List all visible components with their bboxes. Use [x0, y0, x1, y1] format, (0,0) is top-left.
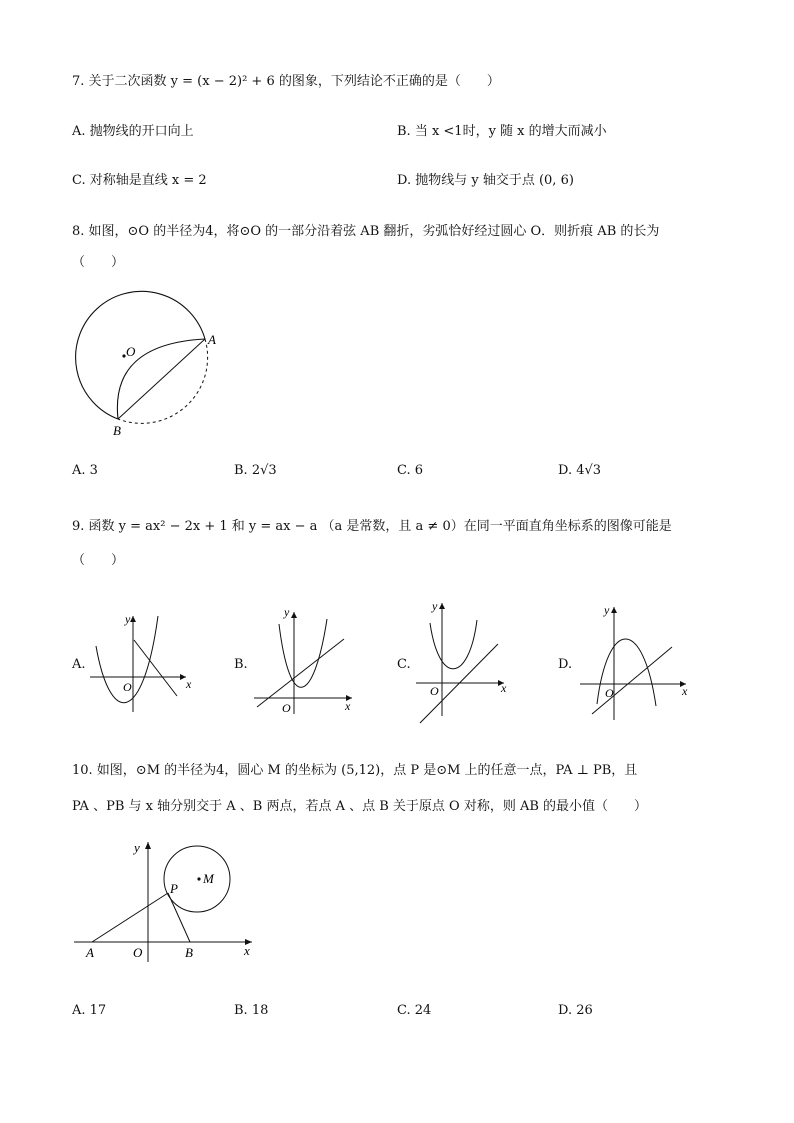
q9-b-y-label: y	[284, 605, 290, 619]
q8-label-b: B	[113, 423, 121, 438]
q10-label-m: M	[203, 871, 214, 886]
q9-option-b-label[interactable]: B.	[234, 657, 248, 672]
q8-option-d[interactable]: D. 4√3	[558, 463, 602, 478]
q8-label-a: A	[208, 332, 216, 347]
q10-label-x: x	[244, 943, 250, 958]
q9-a-x-label: x	[186, 677, 192, 691]
q9-stem: 9. 函数 y = ax² − 2x + 1 和 y = ax − a （a 是常数，且 a ≠ 0）在同一平面直角坐标系的图像可能是	[72, 519, 672, 534]
q9-d-x-label: x	[682, 684, 688, 698]
q10-option-a[interactable]: A. 17	[72, 1003, 107, 1018]
q9-answer-paren: （ ）	[72, 553, 125, 568]
q9-d-origin-label: O	[605, 686, 614, 700]
q9-a-origin-label: O	[123, 680, 132, 694]
q10-figure	[70, 838, 260, 968]
q7-stem: 7. 关于二次函数 y = (x − 2)² + 6 的图象，下列结论不正确的是（ ）	[72, 74, 500, 89]
q10-label-o: O	[133, 945, 143, 960]
q8-label-o: O	[126, 344, 136, 359]
q10-stem-line2: PA 、PB 与 x 轴分别交于 A 、B 两点，若点 A 、点 B 关于原点 O 对称，则 AB 的最小值（ ）	[72, 799, 648, 814]
q10-label-y: y	[134, 840, 140, 855]
q8-circle-figure	[70, 292, 230, 442]
q7-option-d[interactable]: D. 抛物线与 y 轴交于点 (0, 6)	[397, 173, 574, 188]
q9-option-c-label[interactable]: C.	[397, 657, 411, 672]
q9-b-origin-label: O	[282, 701, 291, 715]
q9-graph-c[interactable]	[414, 598, 524, 723]
q9-a-y-label: y	[125, 612, 131, 626]
q9-d-y-label: y	[604, 603, 610, 617]
q7-option-a[interactable]: A. 抛物线的开口向上	[72, 124, 194, 139]
q9-option-a-label[interactable]: A.	[72, 657, 86, 672]
q9-option-d-label[interactable]: D.	[558, 657, 573, 672]
q9-c-origin-label: O	[430, 684, 439, 698]
q8-option-b[interactable]: B. 2√3	[234, 463, 277, 478]
q9-b-x-label: x	[345, 699, 351, 713]
q10-stem-line1: 10. 如图，⊙M 的半径为4，圆心 M 的坐标为 (5,12)，点 P 是⊙M 上的任意一点，PA ⊥ PB，且	[72, 763, 638, 778]
q10-option-c[interactable]: C. 24	[397, 1003, 432, 1018]
q8-answer-paren: （ ）	[72, 255, 125, 270]
q9-graph-a[interactable]	[88, 608, 198, 718]
q9-c-y-label: y	[432, 599, 438, 613]
q8-option-c[interactable]: C. 6	[397, 463, 424, 478]
q8-stem: 8. 如图，⊙O 的半径为4，将⊙O 的一部分沿着弦 AB 翻折，劣弧恰好经过圆心 O．则折痕 AB 的长为	[72, 224, 660, 239]
q7-option-b[interactable]: B. 当 x <1时，y 随 x 的增大而减小	[397, 124, 607, 139]
q10-label-a: A	[86, 945, 94, 960]
q8-option-a[interactable]: A. 3	[72, 463, 98, 478]
q9-c-x-label: x	[501, 681, 507, 695]
q10-label-b: B	[185, 945, 193, 960]
q9-graph-b[interactable]	[252, 604, 362, 719]
q10-option-b[interactable]: B. 18	[234, 1003, 269, 1018]
q9-graph-d[interactable]	[578, 602, 693, 722]
q10-label-p: P	[170, 881, 178, 896]
q10-option-d[interactable]: D. 26	[558, 1003, 593, 1018]
q7-option-c[interactable]: C. 对称轴是直线 x = 2	[72, 173, 207, 188]
